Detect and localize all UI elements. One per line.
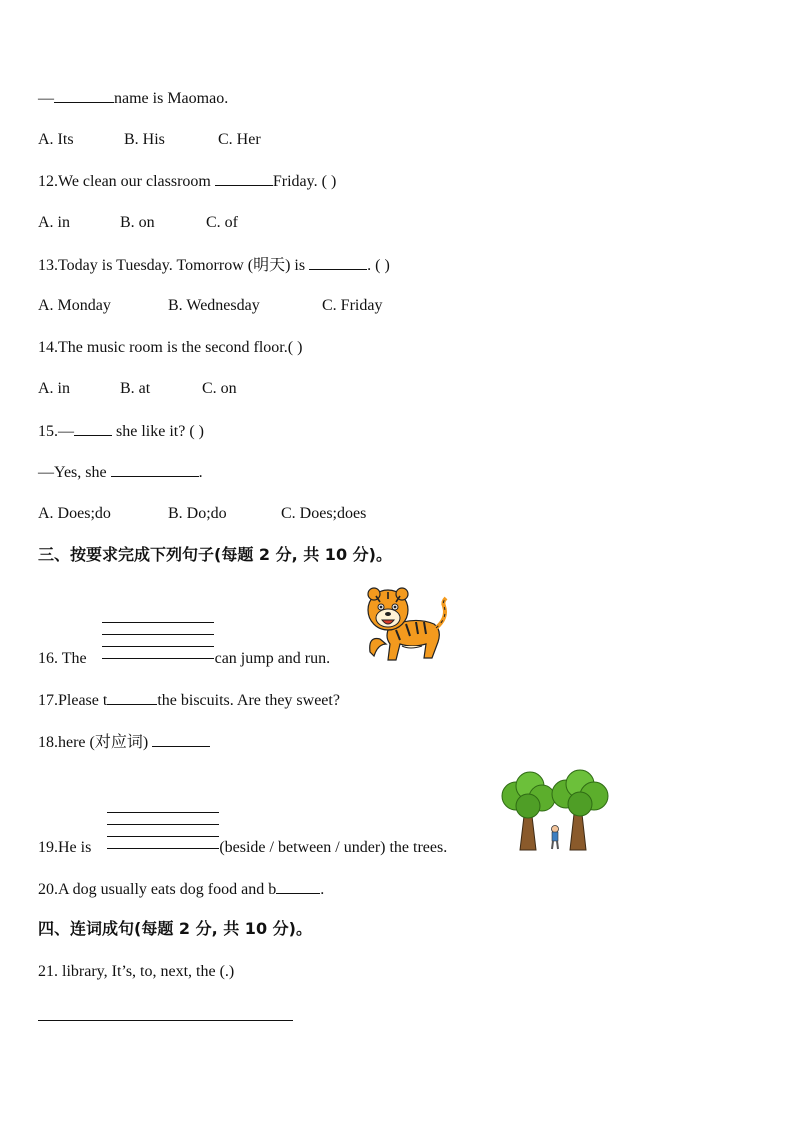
- blank-line: [102, 622, 214, 623]
- stem-text: 20.A dog usually eats dog food and b: [38, 881, 277, 898]
- stem-text-end: . ( ): [367, 257, 390, 274]
- question-14-stem: [38, 338, 302, 358]
- question-14-options: [38, 379, 237, 399]
- stem-text: 17.Please t: [38, 692, 108, 709]
- question-15-response: [38, 462, 203, 483]
- stem-text-end: the biscuits. Are they sweet?: [157, 692, 340, 709]
- question-11-options: [38, 130, 261, 150]
- question-13-stem: [38, 255, 390, 276]
- blank-line: [107, 812, 219, 813]
- question-12-options: [38, 213, 238, 233]
- question-13-options: [38, 296, 382, 316]
- answer-blank: [54, 88, 114, 103]
- two-trees-boy-icon: [500, 772, 616, 852]
- option-c: C. on: [202, 380, 237, 397]
- option-b: B. His: [124, 131, 165, 148]
- question-11-stem: [38, 88, 228, 109]
- blank-line: [102, 646, 214, 647]
- option-a: A. in: [38, 214, 70, 231]
- stem-text: 12.We clean our classroom: [38, 173, 215, 190]
- question-18-text: [38, 732, 210, 753]
- option-c: C. Her: [218, 131, 261, 148]
- option-a: A. Does;do: [38, 505, 111, 522]
- response-end: .: [198, 464, 203, 481]
- stem-text-end: can jump and run.: [214, 650, 331, 667]
- stem-text-end: she like it? ( ): [112, 423, 204, 440]
- stem-text: 13.Today is Tuesday. Tomorrow (明天) is: [38, 257, 310, 274]
- option-b: B. at: [120, 380, 151, 397]
- answer-blank: [74, 421, 112, 436]
- option-b: B. Wednesday: [168, 297, 260, 314]
- tiger-cartoon-icon: [360, 584, 450, 666]
- answer-blank: [111, 462, 199, 477]
- question-12-stem: [38, 171, 336, 192]
- answer-blank: [276, 879, 320, 894]
- option-a: A. in: [38, 380, 70, 397]
- question-15-stem: [38, 421, 204, 442]
- answer-line: [38, 1020, 293, 1021]
- answer-blank: [152, 732, 210, 747]
- stem-text: 18.here (对应词): [38, 734, 153, 751]
- option-b: B. on: [120, 214, 155, 231]
- answer-blank: [107, 690, 157, 705]
- question-17-text: [38, 690, 340, 711]
- option-b: B. Do;do: [168, 505, 227, 522]
- answer-blank: [309, 255, 367, 270]
- stem-text-end: Friday. ( ): [272, 173, 337, 190]
- stem-text: 16. The: [38, 650, 87, 667]
- stem-text-end: .: [320, 881, 325, 898]
- blank-line: [107, 836, 219, 837]
- stem-text: 15.—: [38, 423, 74, 440]
- question-19-text: [38, 838, 447, 858]
- response-text: —Yes, she: [38, 464, 111, 481]
- option-a: A. Monday: [38, 297, 111, 314]
- question-15-options: [38, 504, 366, 524]
- section-4-heading: 四、连词成句(每题 2 分, 共 10 分)。: [38, 919, 312, 938]
- option-a: A. Its: [38, 131, 74, 148]
- stem-text: 14.The music room is the second floor.( ): [38, 339, 303, 356]
- blank-line: [102, 634, 214, 635]
- option-c: C. Does;does: [281, 505, 367, 522]
- option-c: C. of: [206, 214, 238, 231]
- stem-text-end: (beside / between / under) the trees.: [219, 839, 448, 856]
- dash: —: [38, 90, 54, 107]
- blank-line: [107, 824, 219, 825]
- question-21-text: 21. library, It’s, to, next, the (.): [38, 963, 235, 980]
- option-c: C. Friday: [322, 297, 383, 314]
- question-16-text: [38, 649, 330, 669]
- stem-text: name is Maomao.: [114, 90, 229, 107]
- question-20-text: [38, 879, 324, 900]
- section-3-heading: 三、按要求完成下列句子(每题 2 分, 共 10 分)。: [38, 545, 392, 564]
- answer-blank: [215, 171, 273, 186]
- stem-text: 19.He is: [38, 839, 92, 856]
